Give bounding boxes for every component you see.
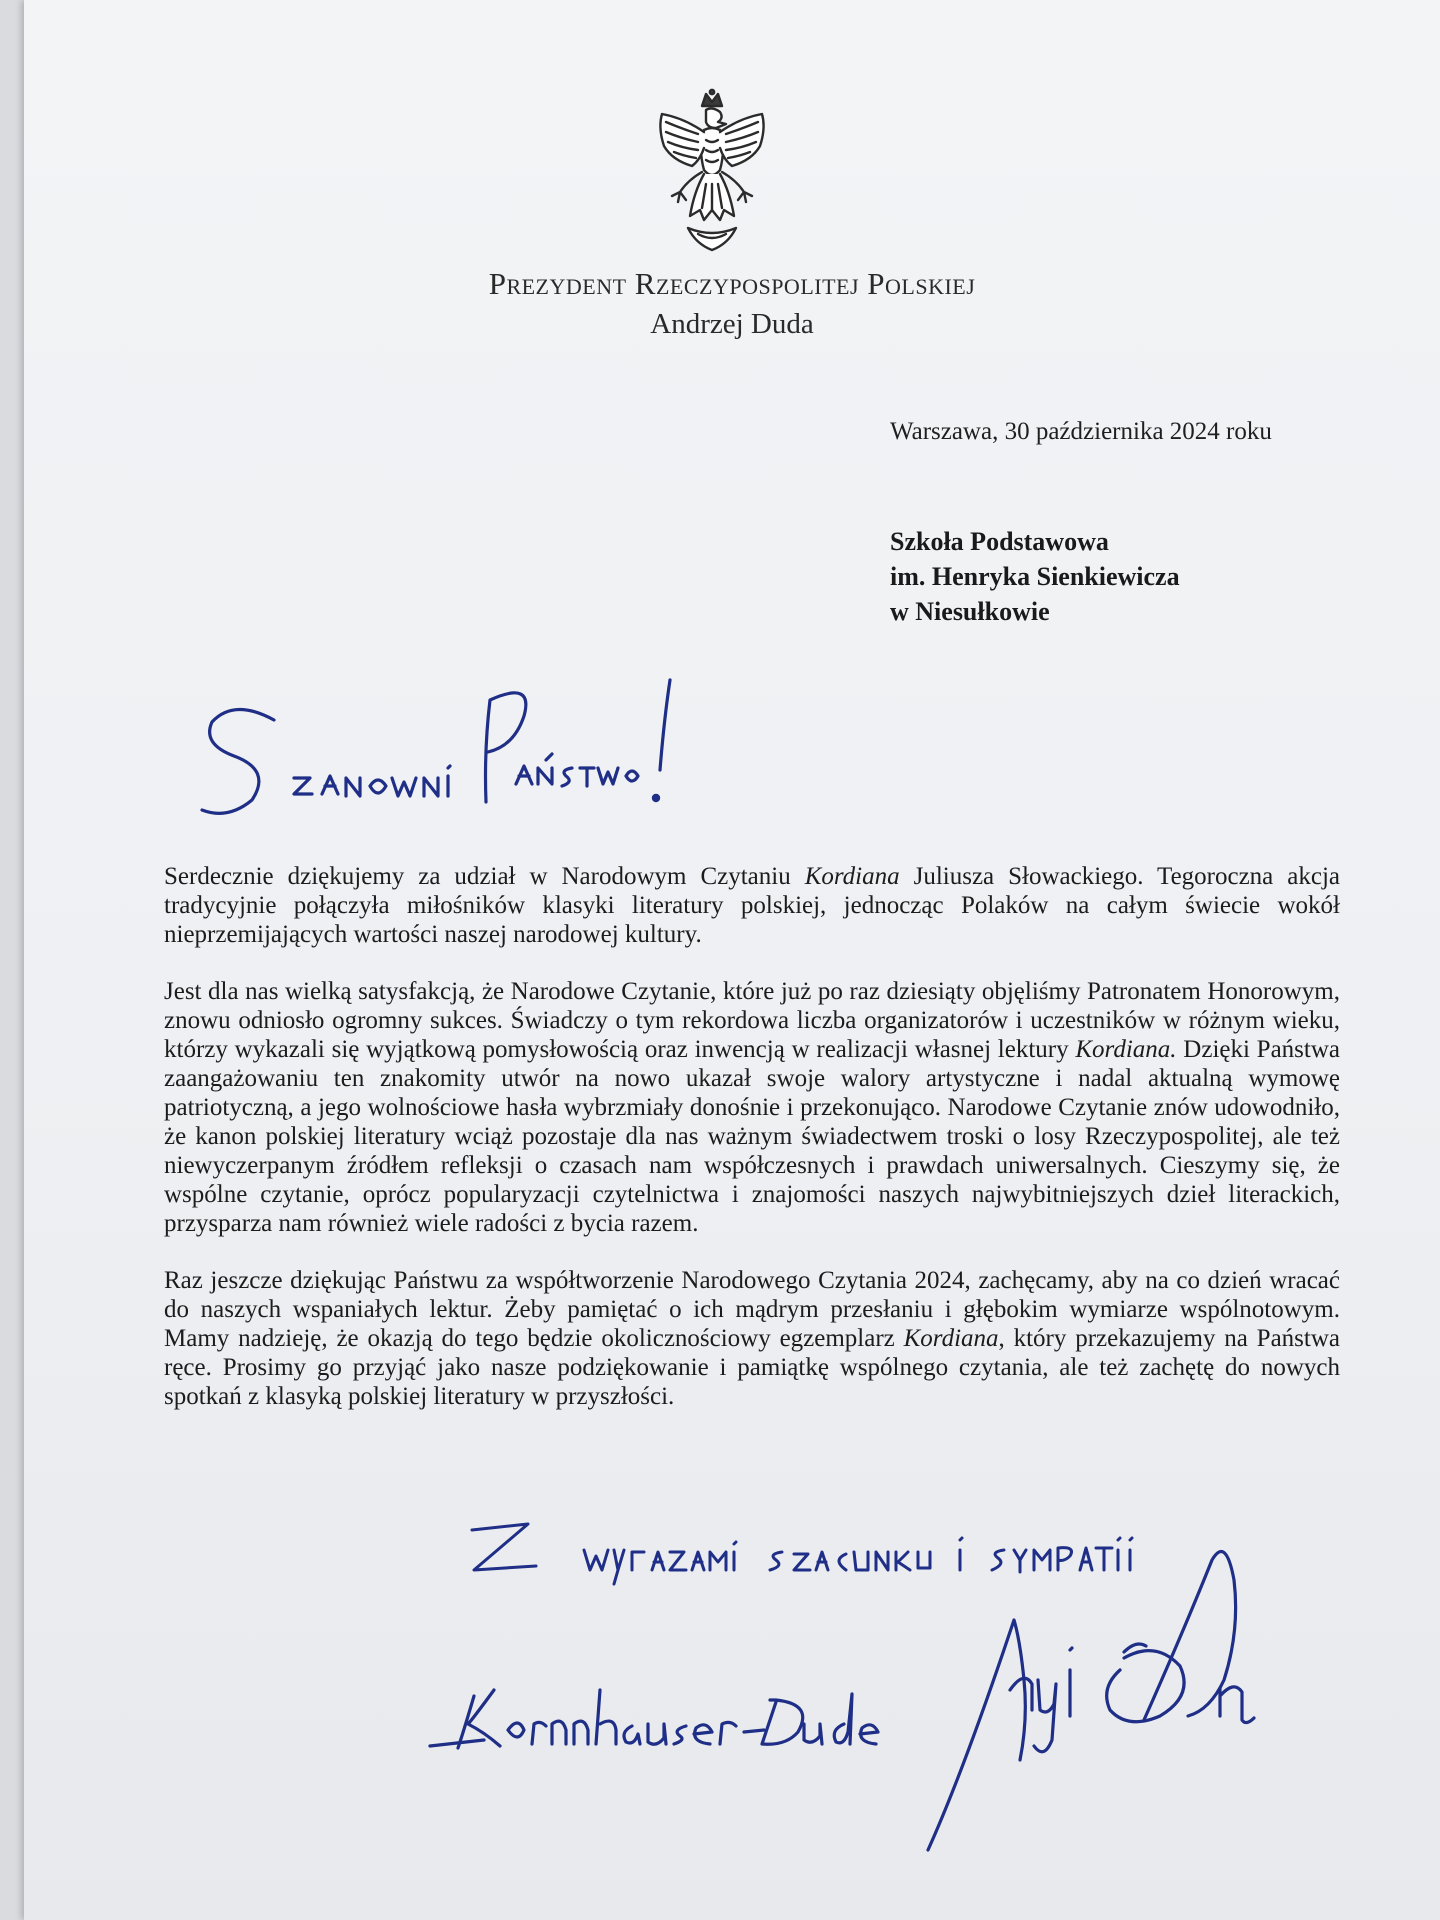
recipient-line-1: Szkoła Podstawowa — [890, 527, 1109, 556]
recipient-line-3: w Niesułkowie — [890, 597, 1050, 626]
paragraph-1: Serdecznie dziękujemy za udział w Narodowym Czytaniu Kordiana Juliusza Słowackiego. Tegoroczna akcja tradycyjnie połączyła miłośników klasyki literatury polskiej, jednocząc Polaków na całym świecie wokół nieprzemijających wartości naszej narodowej kultury. — [164, 863, 1340, 948]
letterhead-name: Andrzej Duda — [650, 308, 814, 340]
polish-eagle-emblem-icon — [654, 88, 770, 253]
letter-date: Warszawa, 30 października 2024 roku — [890, 418, 1272, 445]
recipient-address — [890, 524, 1180, 629]
signature-andrzej-duda — [924, 1520, 1344, 1860]
letter-body — [164, 862, 1340, 1439]
paragraph-3: Raz jeszcze dziękując Państwu za współtworzenie Narodowego Czytania 2024, zachęcamy, aby na co dzień wracać do naszych wspaniałych lektur. Żeby pamiętać o ich mądrym przesłaniu i głębokim wymiarze wspólnotowym. Mamy nadzieję, że okazją do tego będzie okolicznościowy egzemplarz Kordiana, który przekazujemy na Państwa ręce. Prosimy go przyjąć jako nasze podziękowanie i pamiątkę wspólnego czytania, ale też zachętę do nowych spotkań z klasyką polskiej literatury w przyszłości. — [164, 1267, 1341, 1410]
letter-sheet — [24, 0, 1440, 1920]
paragraph-2: Jest dla nas wielką satysfakcją, że Narodowe Czytanie, które już po raz dziesiąty objęliśmy Patronatem Honorowym, znowu odniosło ogromny sukces. Świadczy o tym rekordowa liczba organizatorów i uczestników w różnym wieku, którzy wykazali się wyjątkową pomysłowością oraz inwencją w realizacji własnej lektury Kordiana. Dzięki Państwa zaangażowaniu ten znakomity utwór na nowo ukazał swoje walory artystyczne i nadal aktualną wymowę patriotyczną, a jego wolnościowe hasła wybrzmiały donośnie i przekonująco. Narodowe Czytanie znów udowodniło, że kanon polskiej literatury wciąż pozostaje dla nas ważnym świadectwem troski o losy Rzeczypospolitej, ale też niewyczerpanym źródłem refleksji o czasach nam współczesnych i prawdach uniwersalnych. Cieszymy się, że wspólne czytanie, oprócz popularyzacji czytelnictwa i znajomości naszych najwybitniejszych dzieł literackich, przysparza nam również wiele radości z bycia razem. — [164, 978, 1340, 1237]
signature-kornhauser-duda — [424, 1620, 884, 1770]
handwritten-greeting — [194, 660, 714, 835]
recipient-line-2: im. Henryka Sienkiewicza — [890, 562, 1180, 591]
letterhead-title: Prezydent Rzeczypospolitej Polskiej — [488, 266, 976, 301]
